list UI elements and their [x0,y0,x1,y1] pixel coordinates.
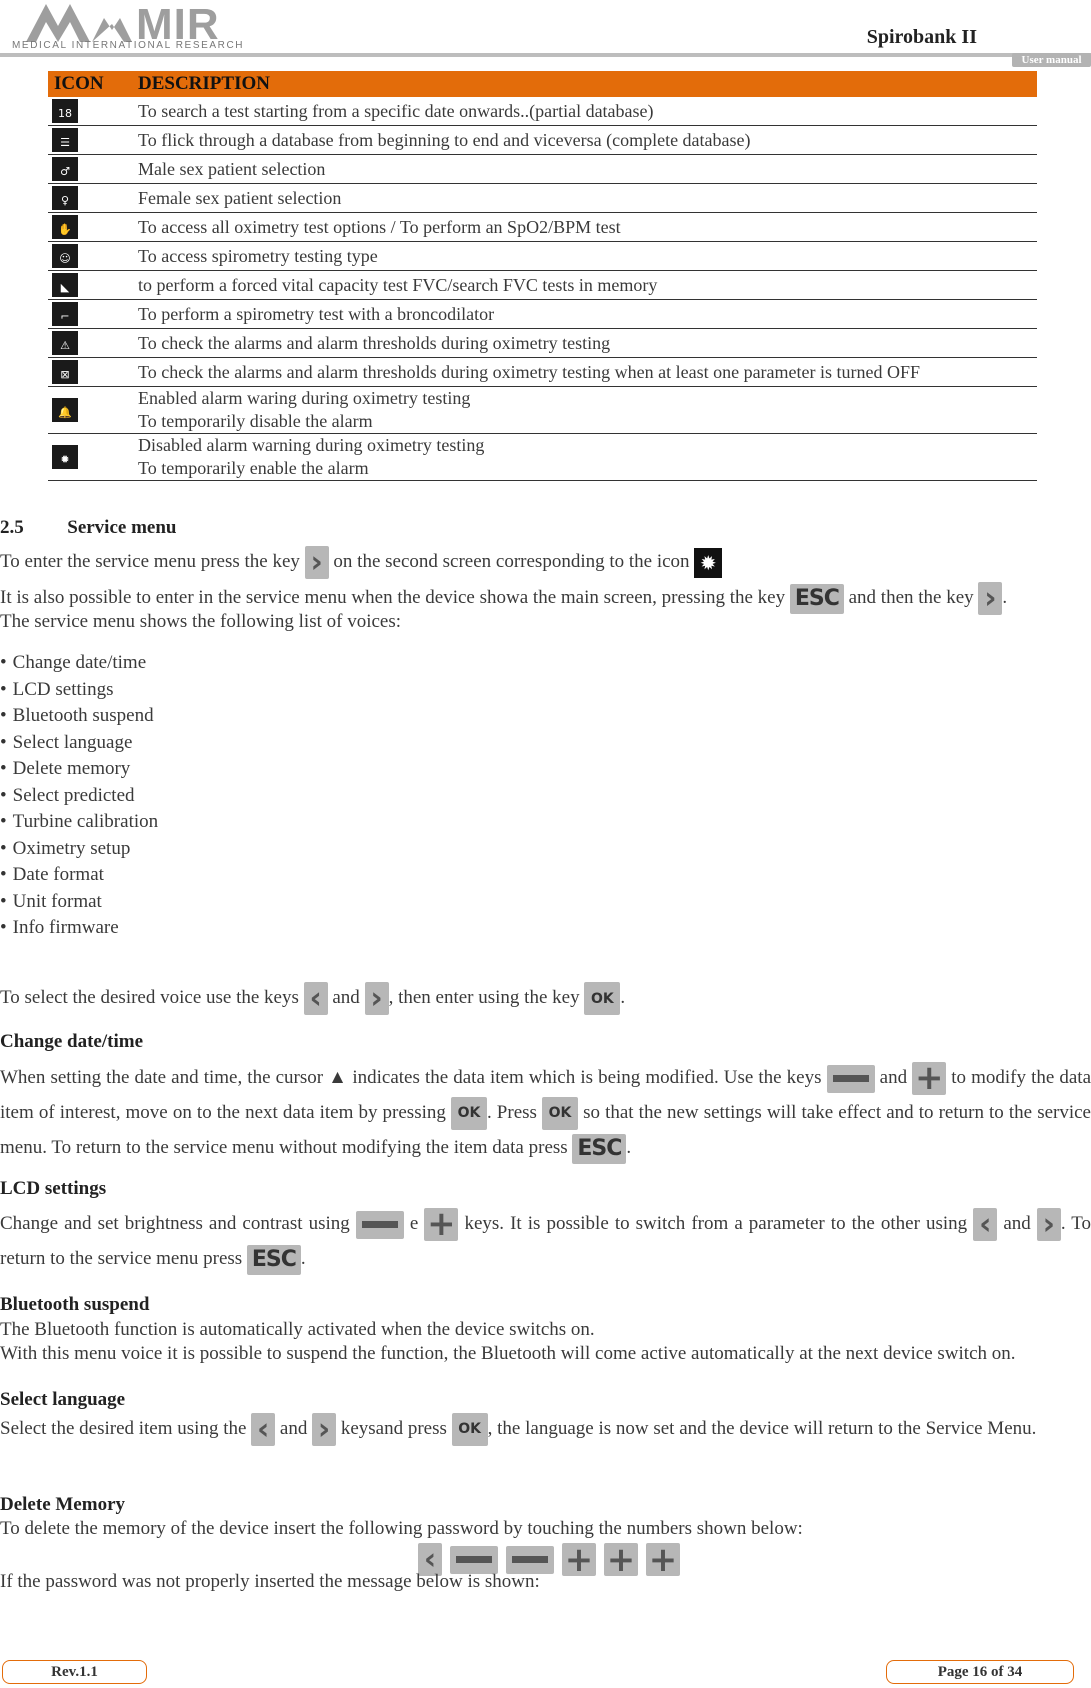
description-cell [134,97,1037,126]
esc-key-label: ESC [577,1136,622,1162]
description-cell [134,242,1037,271]
icon-cell [48,97,134,126]
description-text: Disabled alarm warning during oximetry testing [138,435,485,455]
minus-glyph [356,1211,404,1239]
right-key-glyph: › [317,1412,331,1447]
list-item: • LCD settings [0,677,158,704]
plus-glyph: + [914,1058,944,1099]
text: When setting the date and time, the cursor [0,1067,324,1088]
logo-subtitle: MEDICAL INTERNATIONAL RESEARCH [12,40,245,51]
plus-glyph: + [606,1539,636,1580]
description-cell [134,358,1037,387]
delete-memory-heading: Delete Memory [0,1494,126,1515]
text: It is also possible to enter in the service menu when the device showa the main screen, pressing the key [0,586,786,608]
description-cell [134,434,1037,481]
delete-memory-line-1: To delete the memory of the device insert the following password by touching the numbers shown below: [0,1518,803,1539]
right-key-glyph: › [370,980,383,1016]
lcd-text [0,1206,1091,1276]
list-item: • Select language [0,730,158,757]
female-icon [52,186,78,210]
change-date-heading: Change date/time [0,1031,144,1052]
esc-key-icon [790,584,844,614]
logo-wordmark: MIR [136,0,220,49]
text: . Press [486,1102,537,1124]
service-intro-3: The service menu shows the following list of voices: [0,611,402,632]
icon-glyph: ☺ [59,252,71,265]
ok-key-icon [451,1097,487,1130]
bluetooth-line-2: With this menu voice it is possible to suspend the function, the Bluetooth will come active automatically at the next device switch on. [0,1343,1016,1364]
list-item: • Change date/time [0,650,158,677]
text: To select the desired voice use the keys [0,986,299,1008]
text: keysand press [340,1417,447,1439]
text: Select the desired item using the [0,1417,247,1439]
icon-glyph: ◣ [60,281,70,294]
service-gear-icon: ✹ [694,548,722,578]
description-column-header: DESCRIPTION [134,71,1037,97]
list-item: • Date format [0,862,158,889]
icon-glyph: 🔔 [58,406,72,419]
bell-enabled-icon [52,398,78,422]
list-item: • Turbine calibration [0,809,158,836]
table-row [48,387,1037,434]
service-menu-voices [0,650,158,942]
icon-cell [48,434,134,481]
text: and [879,1067,908,1088]
description-text-2: To temporarily disable the alarm [138,411,373,431]
description-cell [134,184,1037,213]
icon-cell [48,358,134,387]
esc-key-icon [572,1134,626,1164]
page-number: Page 16 of 34 [886,1660,1074,1684]
description-text: To check the alarms and alarm thresholds during oximetry testing when at least one parameter is turned OFF [138,361,921,382]
icon-glyph: ⊠ [60,368,70,381]
ok-key-icon [452,1413,488,1446]
list-item: • Oximetry setup [0,836,158,863]
icon-cell [48,242,134,271]
ok-key-label: OK [590,990,614,1007]
table-row [48,213,1037,242]
text: and [279,1417,308,1439]
description-text: To access all oximetry test options / To perform an SpO2/BPM test [138,216,621,237]
fvc-curve-icon [52,273,78,297]
right-key-glyph: › [310,544,323,580]
section-heading [0,517,176,539]
text: so that the new settings will take effect and to return to the service menu. To return to the service menu without modifying the item data press [0,1102,1091,1159]
icon-glyph: 18 [58,107,72,120]
section-title: Service menu [67,517,177,538]
icon-cell [48,126,134,155]
text: Change and set brightness and contrast using [0,1213,350,1234]
table-row [48,329,1037,358]
cursor-icon: ▲ [328,1067,348,1088]
table-row [48,434,1037,481]
description-text-2: To temporarily enable the alarm [138,458,369,478]
description-text: To perform a spirometry test with a broncodilator [138,303,495,324]
right-key-glyph: › [1042,1207,1055,1243]
section-number: 2.5 [0,517,24,538]
description-text: To access spirometry testing type [138,245,378,266]
description-text: To search a test starting from a specific date onwards..(partial database) [138,100,654,121]
bluetooth-heading: Bluetooth suspend [0,1294,150,1315]
text: . To return to the service menu press [0,1213,1091,1270]
description-text: Female sex patient selection [138,187,342,208]
description-text: Male sex patient selection [138,158,326,179]
plus-glyph: + [427,1204,456,1245]
icon-cell [48,329,134,358]
plus-glyph: + [648,1539,678,1580]
table-row [48,126,1037,155]
header-divider [0,53,1091,57]
calendar-18-icon [52,99,78,123]
database-list-icon [52,128,78,152]
right-key-icon [305,546,329,579]
text: and then the key [848,586,974,608]
table-row [48,155,1037,184]
text: and [332,986,360,1008]
left-key-glyph: ‹ [256,1412,270,1447]
select-voice-text [0,982,1091,1015]
language-heading: Select language [0,1389,126,1410]
table-row [48,184,1037,213]
text: indicates the data item which is being modified. Use the keys [352,1067,822,1088]
spirometry-person-icon [52,244,78,268]
list-item: • Delete memory [0,756,158,783]
alarm-off-threshold-icon [52,360,78,384]
description-text: Enabled alarm waring during oximetry testing [138,388,471,408]
icon-glyph: ♂ [60,165,70,178]
change-date-text [0,1060,1091,1165]
description-cell [134,126,1037,155]
list-item: • Select predicted [0,783,158,810]
right-key-icon [312,1413,336,1446]
esc-key-label: ESC [251,1247,296,1273]
icon-cell [48,387,134,434]
icon-cell [48,300,134,329]
icon-description-table [48,71,1037,481]
text: , the language is now set and the device will return to the Service Menu. [487,1417,1037,1439]
left-key-icon [251,1413,275,1446]
left-key-glyph: ‹ [309,980,322,1016]
icon-glyph: ⌐ [60,310,70,323]
text: , then enter using the key [388,986,580,1008]
description-text: To flick through a database from beginning to end and viceversa (complete database) [138,129,751,150]
right-key-icon [365,982,389,1015]
male-icon [52,157,78,181]
text: . [300,1248,306,1270]
esc-key-icon [247,1245,301,1275]
left-key-glyph: ‹ [423,1542,437,1577]
alarm-threshold-icon [52,331,78,355]
language-text [0,1413,1091,1446]
list-item: • Unit format [0,889,158,916]
left-key-icon [973,1208,997,1241]
icon-glyph: ✹ [60,453,70,466]
text: to modify the data item of interest, move on to the next data item by pressing [0,1067,1091,1124]
plus-glyph: + [564,1539,594,1580]
document-title: Spirobank II [866,26,977,48]
left-key-glyph: ‹ [979,1207,992,1243]
minus-key-icon [827,1065,875,1093]
description-cell [134,300,1037,329]
bluetooth-line-1: The Bluetooth function is automatically activated when the device switchs on. [0,1319,595,1340]
minus-key-icon [356,1211,404,1239]
table-row [48,97,1037,126]
oximetry-hand-icon [52,215,78,239]
ok-key-icon [542,1097,578,1130]
table-header-row [48,71,1037,97]
table-row [48,358,1037,387]
text: . [620,986,626,1008]
icon-glyph: ✋ [58,223,72,236]
text: keys. It is possible to switch from a parameter to the other using [464,1213,968,1234]
service-intro-1 [0,546,1091,579]
description-cell [134,271,1037,300]
table-row [48,242,1037,271]
description-cell [134,213,1037,242]
ok-key-label: OK [457,1105,481,1122]
text: To enter the service menu press the key [0,550,300,572]
ok-key-label: OK [458,1421,482,1437]
right-key-glyph: › [984,580,997,616]
bell-disabled-icon [52,445,78,469]
esc-key-label: ESC [794,585,839,611]
icon-cell [48,184,134,213]
text: . [1002,586,1008,608]
description-text: to perform a forced vital capacity test FVC/search FVC tests in memory [138,274,658,295]
description-cell [134,329,1037,358]
text: e [409,1213,419,1234]
description-cell [134,387,1037,434]
table-row [48,300,1037,329]
description-cell [134,155,1037,184]
right-key-icon [1037,1208,1061,1241]
bronchodilator-icon [52,302,78,326]
minus-glyph [827,1065,875,1093]
icon-cell [48,271,134,300]
icon-glyph: ⚠ [60,339,70,352]
plus-key-icon [912,1058,946,1099]
description-text: To check the alarms and alarm thresholds during oximetry testing [138,332,611,353]
icon-glyph: ♀ [60,194,70,207]
icon-column-header: ICON [48,71,134,97]
text: on the second screen corresponding to the icon [333,550,690,572]
list-item: • Bluetooth suspend [0,703,158,730]
left-key-icon [304,982,328,1015]
list-item: • Info firmware [0,915,158,942]
text: . [626,1137,632,1159]
text: and [1003,1213,1031,1234]
user-manual-tag: User manual [1012,53,1091,67]
plus-key-icon [424,1204,458,1245]
revision-label: Rev.1.1 [2,1660,147,1684]
icon-cell [48,213,134,242]
table-row [48,271,1037,300]
delete-memory-line-2: If the password was not properly inserted the message below is shown: [0,1571,540,1592]
ok-key-icon [584,982,620,1015]
lcd-heading: LCD settings [0,1178,107,1199]
mir-logo [12,0,245,56]
ok-key-label: OK [548,1105,572,1122]
icon-glyph: ☰ [60,136,70,149]
icon-cell [48,155,134,184]
